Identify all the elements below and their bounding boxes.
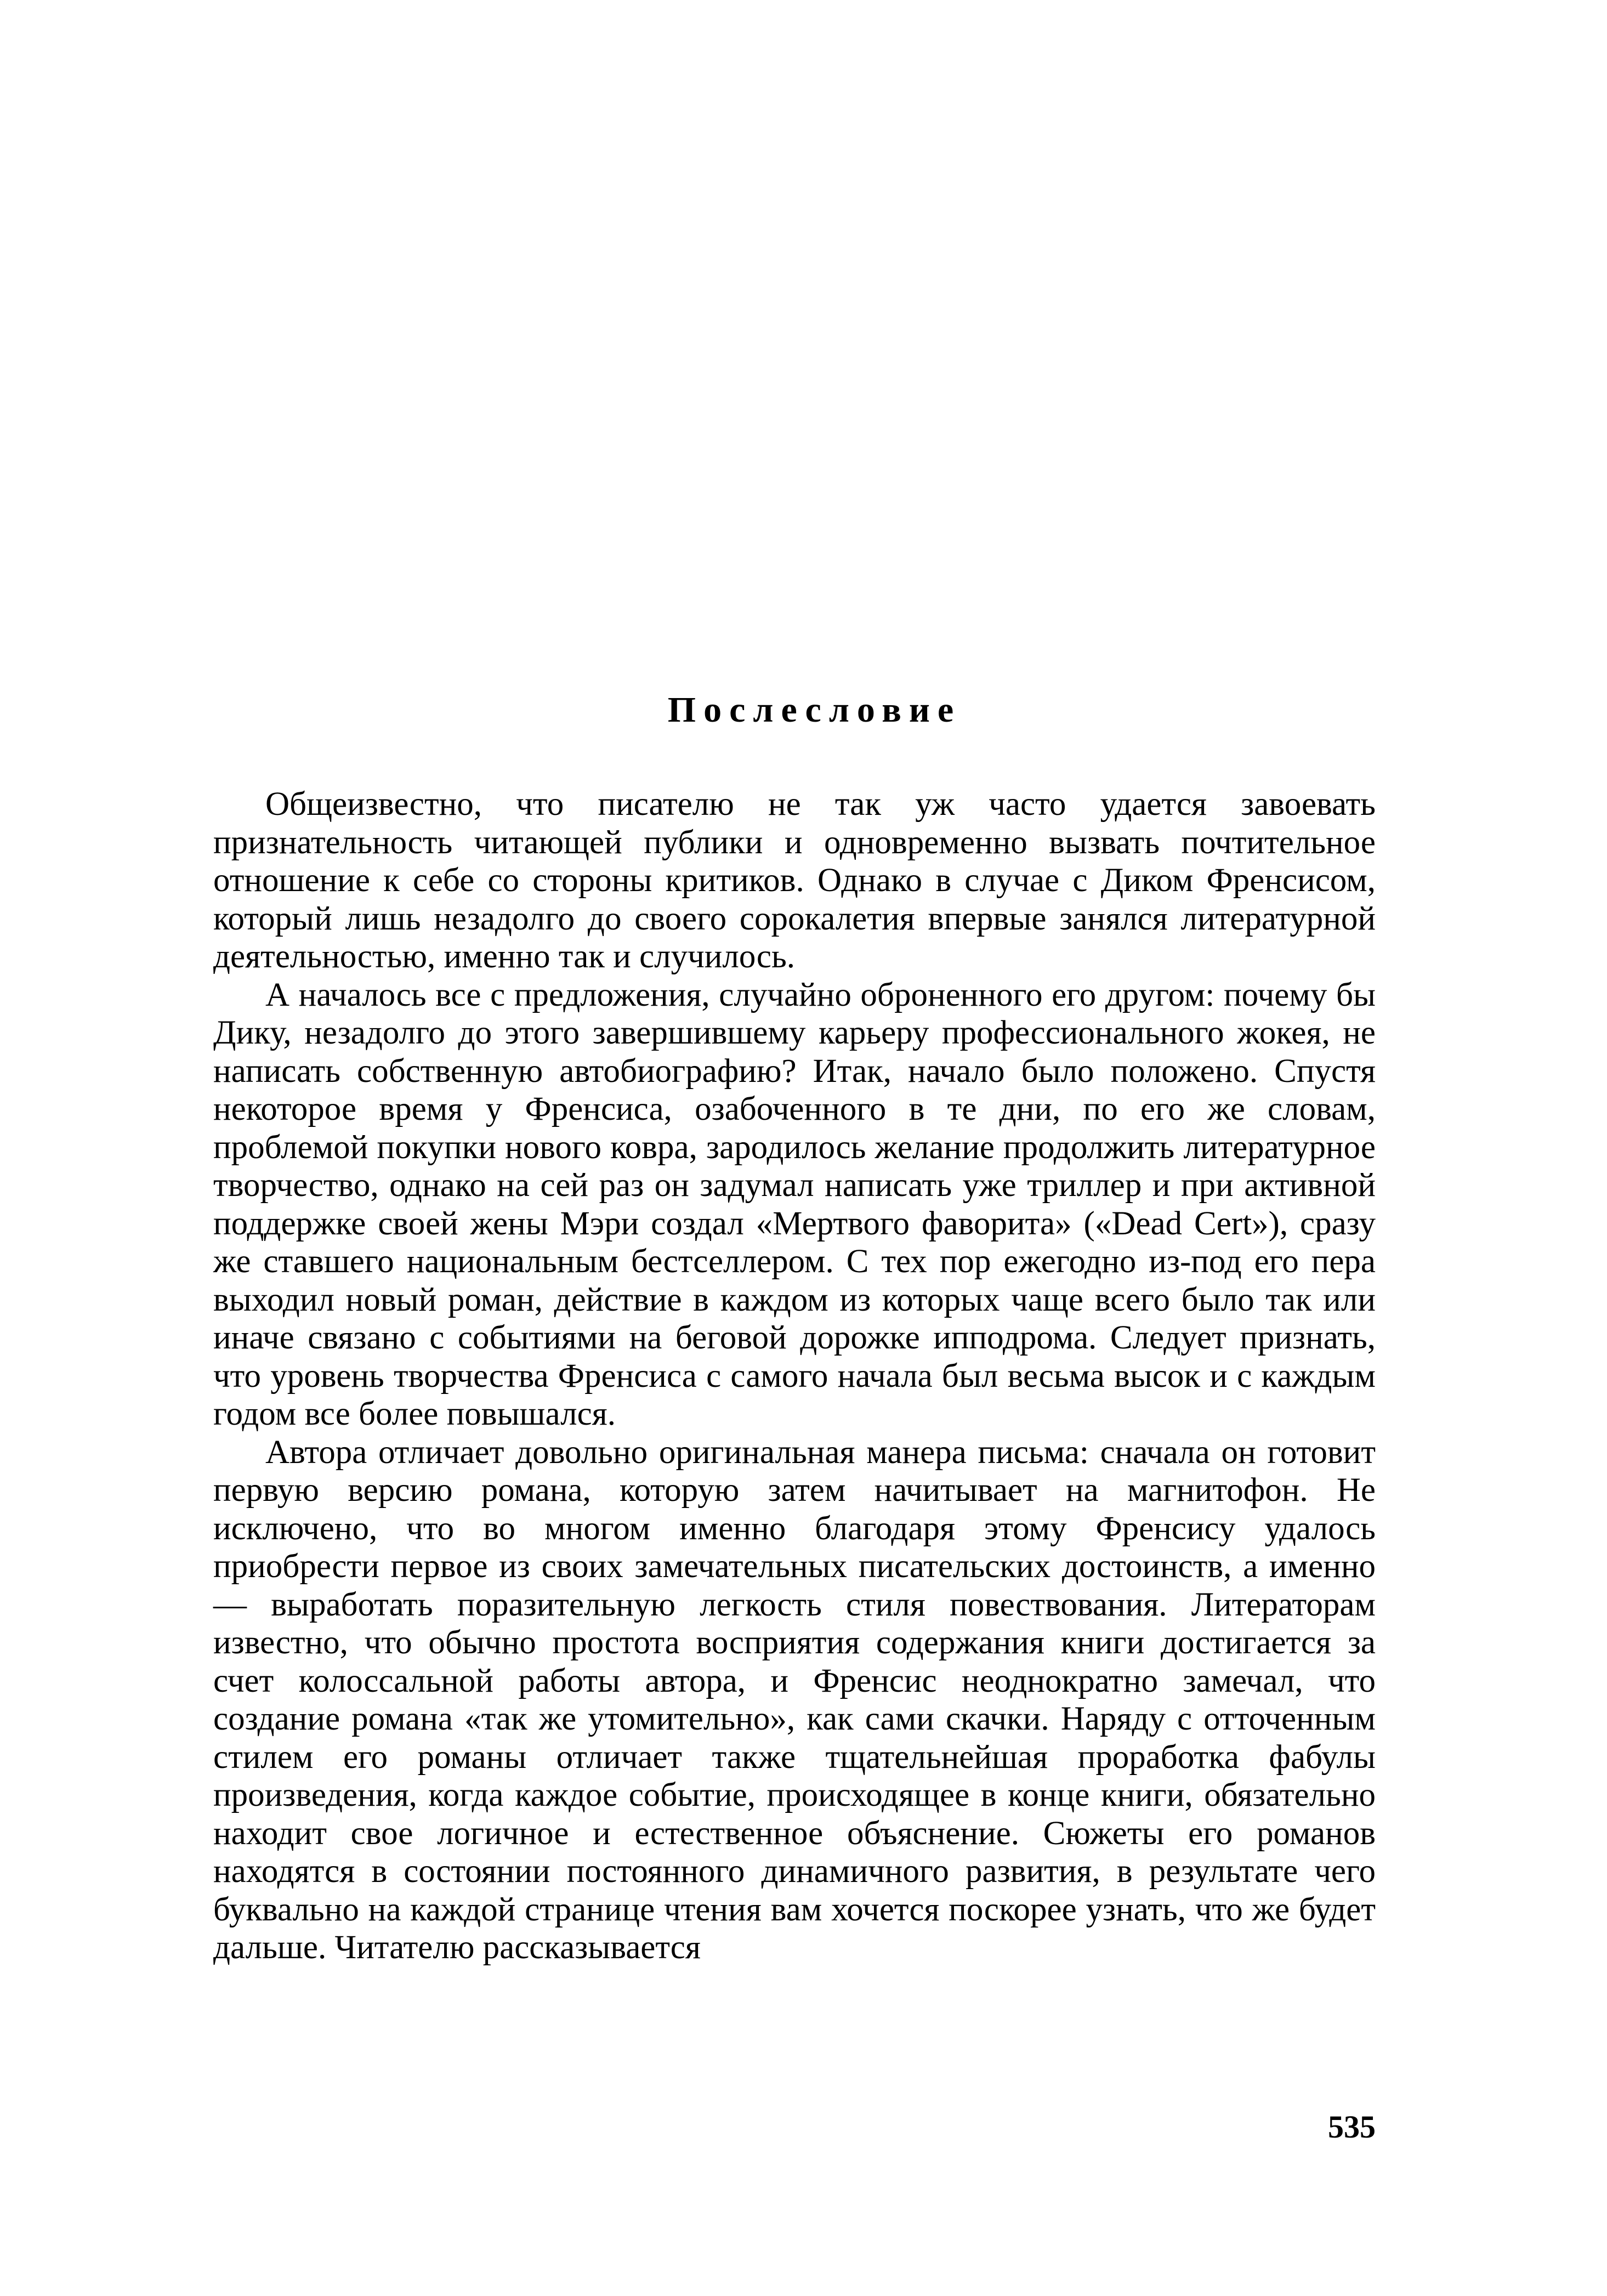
page-number: 535 [1328,2109,1376,2145]
paragraph: Автора отличает довольно оригинальная манера письма: сначала он готовит первую версию романа, которую затем начитывает на магнитофон. Не исключено, что во многом именно благодаря этому Френсису удалось приобрести первое из своих замечательных писательских достоинств, а именно — выработать поразительную легкость стиля повествования. Литераторам известно, что обычно простота восприятия содержания книги достигается за счет колоссальной работы автора, и Френсис неоднократно замечал, что создание романа «так же утомительно», как сами скачки. Наряду с отточенным стилем его романы отличает также тщательнейшая проработка фабулы произведения, когда каждое событие, происходящее в конце книги, обязательно находит свое логичное и естественное объяснение. Сюжеты его романов находятся в состоянии постоянного динамичного развития, в результате чего буквально на каждой странице чтения вам хочется поскорее узнать, что же будет дальше. Читателю рассказывается [213,1433,1376,1966]
paragraph: Общеизвестно, что писателю не так уж часто удается завоевать признательность читающей публики и одновременно вызвать почтительное отношение к себе со стороны критиков. Однако в случае с Диком Френсисом, который лишь незадолго до своего сорокалетия впервые занялся литературной деятельностью, именно так и случилось. [213,786,1376,975]
paragraph: А началось все с предложения, случайно оброненного его другом: почему бы Дику, незадолго до этого завершившему карьеру профессионального жокея, не написать собственную автобиографию? Итак, начало было положено. Спустя некоторое время у Френсиса, озабоченного в те дни, по его же словам, проблемой покупки нового ковра, зародилось желание продолжить литературное творчество, однако на сей раз он задумал написать уже триллер и при активной поддержке своей жены Мэри создал «Мертвого фаворита» («Dead Cert»), сразу же ставшего национальным бестселлером. С тех пор ежегодно из-под его пера выходил новый роман, действие в каждом из которых чаще всего было так или иначе связано с событиями на беговой дорожке ипподрома. Следует признать, что уровень творчества Френсиса с самого начала был весьма высок и с каждым годом все более повышался. [213,976,1376,1432]
chapter-title: Послесловие [667,690,962,730]
body-text [213,785,1376,1967]
